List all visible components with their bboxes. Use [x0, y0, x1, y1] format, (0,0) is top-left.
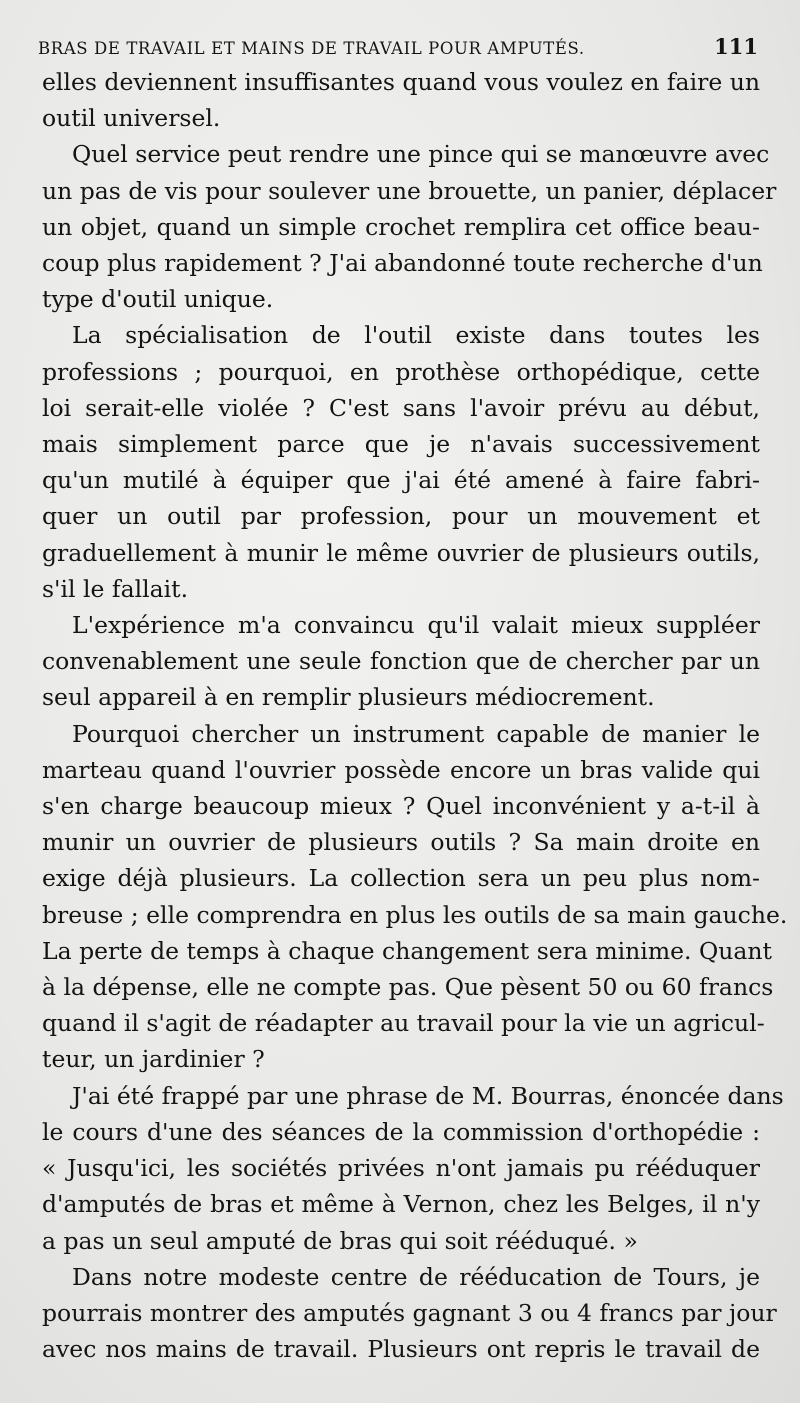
text-line: breuse ; elle comprendra en plus les outils de sa main gauche.	[42, 900, 788, 929]
text-line: munir un ouvrier de plusieurs outils ? Sa main droite en	[42, 828, 760, 857]
text-line: quer un outil par profession, pour un mouvement et	[42, 502, 760, 531]
page-number: 111	[714, 34, 758, 59]
text-line: loi serait-elle violée ? C'est sans l'avoir prévu au début,	[42, 393, 760, 422]
text-line: un objet, quand un simple crochet remplira cet office beau-	[42, 212, 760, 241]
text-line: d'amputés de bras et même à Vernon, chez les Belges, il n'y	[42, 1190, 760, 1219]
text-line: professions ; pourquoi, en prothèse orthopédique, cette	[42, 357, 760, 386]
body-text	[42, 64, 788, 1367]
text-line: type d'outil unique.	[42, 285, 274, 314]
text-line: L'expérience m'a convaincu qu'il valait mieux suppléer	[72, 611, 760, 640]
text-line: qu'un mutilé à équiper que j'ai été amené à faire fabri-	[42, 466, 760, 495]
text-line: « Jusqu'ici, les sociétés privées n'ont jamais pu rééduquer	[42, 1154, 760, 1183]
text-line: La perte de temps à chaque changement sera minime. Quant	[42, 936, 772, 965]
text-line: quand il s'agit de réadapter au travail pour la vie un agricul-	[42, 1009, 765, 1038]
text-line: a pas un seul amputé de bras qui soit rééduqué. »	[42, 1226, 638, 1255]
text-line: à la dépense, elle ne compte pas. Que pèsent 50 ou 60 francs	[42, 973, 774, 1002]
text-line: elles deviennent insuffisantes quand vous voulez en faire un	[42, 68, 760, 96]
text-line: Pourquoi chercher un instrument capable de manier le	[72, 719, 760, 748]
text-line: pourrais montrer des amputés gagnant 3 ou 4 francs par jour	[42, 1298, 777, 1327]
text-line: Quel service peut rendre une pince qui se manœuvre avec	[72, 140, 770, 169]
page-header	[38, 34, 758, 59]
text-line: s'en charge beaucoup mieux ? Quel inconvénient y a-t-il à	[42, 792, 760, 821]
text-line: Dans notre modeste centre de rééducation de Tours, je	[72, 1262, 760, 1291]
text-line: s'il le fallait.	[42, 574, 189, 603]
text-line: outil universel.	[42, 104, 221, 133]
text-line: marteau quand l'ouvrier possède encore un bras valide qui	[42, 755, 760, 784]
text-line: J'ai été frappé par une phrase de M. Bourras, énoncée dans	[72, 1081, 784, 1110]
text-line: seul appareil à en remplir plusieurs médiocrement.	[42, 683, 655, 712]
text-line: convenablement une seule fonction que de chercher par un	[42, 647, 760, 676]
text-line: un pas de vis pour soulever une brouette, un panier, déplacer	[42, 176, 777, 205]
running-title: BRAS DE TRAVAIL ET MAINS DE TRAVAIL POUR AMPUTÉS.	[38, 39, 585, 58]
text-line: exige déjà plusieurs. La collection sera un peu plus nom-	[42, 864, 760, 893]
text-line: mais simplement parce que je n'avais successivement	[42, 430, 760, 459]
text-line: teur, un jardinier ?	[42, 1045, 265, 1074]
text-line: le cours d'une des séances de la commission d'orthopédie :	[42, 1117, 760, 1146]
text-line: graduellement à munir le même ouvrier de plusieurs outils,	[42, 538, 760, 567]
text-line: La spécialisation de l'outil existe dans toutes les	[72, 321, 760, 350]
text-line: avec nos mains de travail. Plusieurs ont repris le travail de	[42, 1335, 760, 1364]
text-line: coup plus rapidement ? J'ai abandonné toute recherche d'un	[42, 249, 763, 278]
